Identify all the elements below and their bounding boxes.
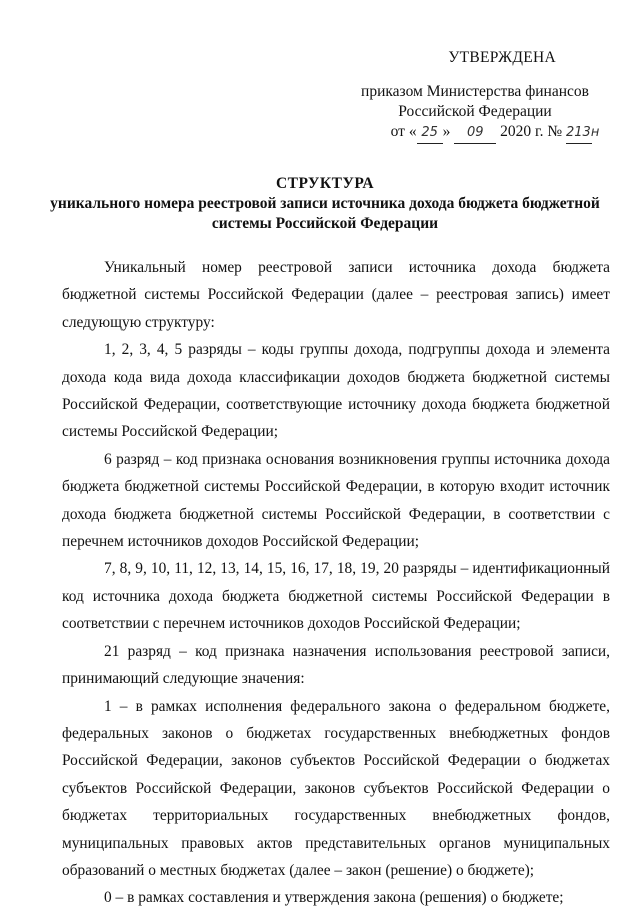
document-title [40,174,610,234]
handwritten-day: 25 [417,123,443,144]
approval-line-2: Российской Федерации [398,103,552,120]
date-year: 2020 г. № [500,123,563,140]
date-mid: » [442,123,451,140]
handwritten-month: 09 [454,123,496,144]
title-line-2: уникального номера реестровой записи источника дохода бюджета бюджетной [50,195,600,212]
paragraph: 1, 2, 3, 4, 5 разряды – коды группы дохода, подгруппы дохода и элемента дохода кода вида дохода классификации доходов бюджета бюджетной системы Российской Федерации, соответствующие источнику дохода бюджета бюджетной системы Российской Федерации; [62,341,610,441]
paragraph: 6 разряд – код признака основания возникновения группы источника дохода бюджета бюджетной системы Российской Федерации, в которую входит источник дохода бюджета бюджетной системы Российской Федерации, в соответствии с перечнем источников доходов Российской Федерации; [62,450,610,551]
title-line-1: СТРУКТУРА [275,175,375,192]
approval-date [350,122,600,144]
approval-line-1: приказом Министерства финансов [361,83,589,100]
document-body [62,254,610,912]
paragraph: 0 – в рамках составления и утверждения закона (решения) о бюджете; [104,889,564,907]
paragraph: 1 – в рамках исполнения федерального закона о федеральном бюджете, федеральных законов о бюджетах государственных внебюджетных фондов Российской Федерации, законов субъектов Российской Федерации о бюджетах субъектов Российской Федерации, законов субъектов Российской Федерации о бюджетах территориальных государственных внебюджетных фондов, муниципальных правовых актов представительных органов муниципальных образований о местных бюджетах (далее – закон (решение) о бюджете); [62,697,610,879]
approval-stamp: УТВЕРЖДЕНА [448,49,556,66]
paragraph: 21 разряд – код признака назначения использования реестровой записи, принимающий следующие значения: [62,642,610,688]
paragraph: 7, 8, 9, 10, 11, 12, 13, 14, 15, 16, 17, 18, 19, 20 разряды – идентификационный код источника дохода бюджета бюджетной системы Российской Федерации в соответствии с перечнем источников доходов Российской Федерации; [62,560,610,633]
approval-block [350,48,600,144]
title-line-3: системы Российской Федерации [211,215,439,232]
handwritten-order-number: 213н [566,123,592,144]
paragraph: Уникальный номер реестровой записи источника дохода бюджета бюджетной системы Российской Федерации (далее – реестровая запись) имеет следующую структуру: [62,259,610,331]
date-prefix: от « [390,123,417,140]
